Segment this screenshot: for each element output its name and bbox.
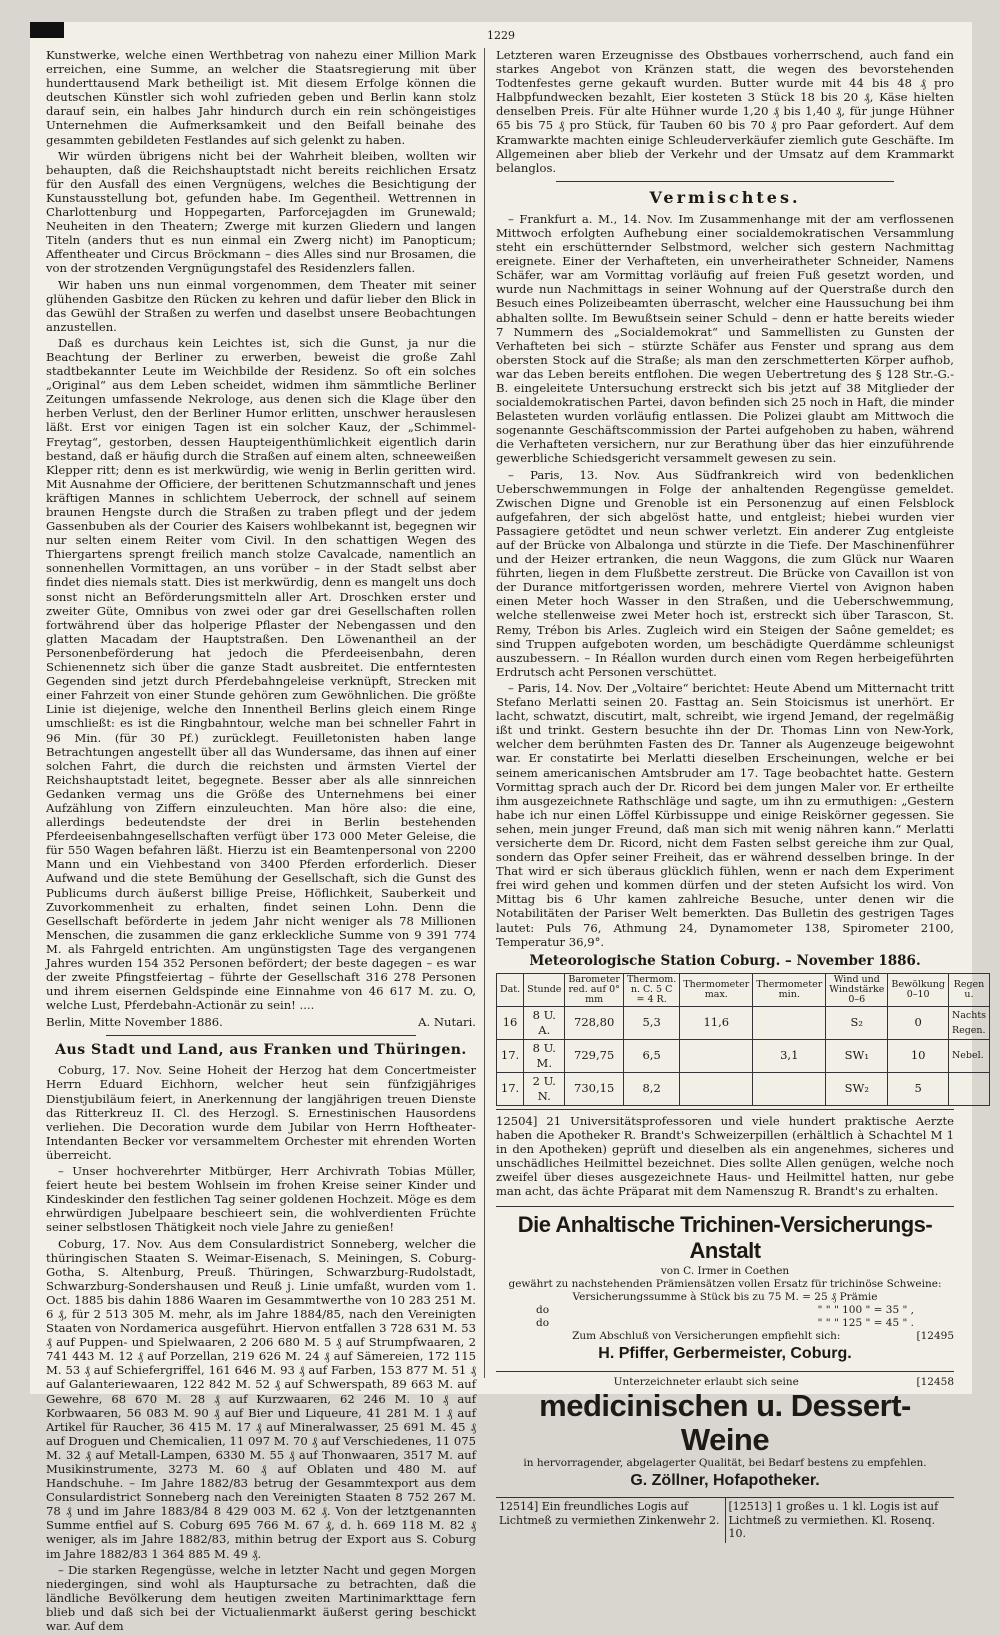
weather-header: Wind und Windstärke 0–6 [826,973,888,1006]
weather-cell: 8 U. A. [524,1006,565,1039]
weather-cell: 6,5 [623,1039,679,1072]
weather-cell: 728,80 [565,1006,624,1039]
news-paragraph: – Frankfurt a. M., 14. Nov. Im Zusammenhange mit der am verflossenen Mittwoch erfolgten Aufhebung einer socialdemokratischen Versammlung steht ein erschütternder Selbstmord, welcher sich gestern Nachmittag ereignete. Einer der Verhafteten, ein unverheiratheter Schneider, Namens Schäfer, war am Vormittag vorläufig auf freien Fuß gesetzt worden, und wurde nun Nachmittags in seiner Wohnung auf der Querstraße durch den Besuch eines Polizeibeamten überrascht, welcher eine Haussuchung bei ihm abhalten sollte. Im Bewußtsein seiner Schuld – denn er hatte bereits wieder 7 Nummern des „Socialdemokrat“ und Sammellisten zu Gunsten der Verhafteten bei sich – stürzte Schäfer aus Fenster und sprang aus dem obersten Stock auf die Straße; als man den zerschmetterten Körper aufhob, war das Leben bereits entflohen. Die wegen Uebertretung des § 128 Str.-G.-B. eingeleitete Untersuchung erstreckt sich bis jetzt auf 38 Mitglieder der socialdemokratischen Partei, davon befinden sich 25 noch in Haft, die minder Belasteten wurden vorläufig entlassen. Die Polizei glaubt am Mittwoch die sogenannte Geschäftscommission der Partei aufgehoben zu haben, während die Verhafteten versichern, nur zur Berathung über das hier einzuführende gewerbliche Schiedsgericht versammelt gewesen zu sein. [496,211,954,466]
feuilleton-paragraph: Wir würden übrigens nicht bei der Wahrheit bleiben, wollten wir behaupten, daß die Reichshauptstadt nicht bereits reichlichen Ersatz für den Ausfall des einen Vergnügens, welches die Besichtigung der Kunstausstellung bot, gefunden habe. Im Gegentheil. Wettrennen in Charlottenburg und Hoppegarten, Parforcejagden im Grunewald; Neuheiten in den Theatern; Zwerge mit kurzen Gliedern und langen Titeln (anders thut es nun einmal ein Zwerg nicht) im Panopticum; Affentheater und Circus Bröckmann – dies Alles sind nur Brosamen, die von der strotzenden Vergnügungstafel des Residenzlers fallen. [46,148,476,276]
weather-cell: 0 [888,1006,949,1039]
ad-headline: Die Anhaltische Trichinen-Versicherungs-Anstalt [517,1212,933,1264]
weather-cell: 3,1 [753,1039,826,1072]
weather-cell [753,1072,826,1105]
weather-cell: SW₁ [826,1039,888,1072]
ad-text: in hervorragender, abgelagerter Qualität, bei Bedarf bestens zu empfehlen. [523,1457,927,1470]
weather-cell: 5 [888,1072,949,1105]
weather-table [496,973,990,1106]
premium-row [496,1317,954,1330]
premium-label: do [536,1304,550,1317]
weather-cell: 730,15 [565,1072,624,1105]
weather-header-row [497,973,990,1006]
ad-advertiser: G. Zöllner, Hofapotheker. [630,1472,820,1490]
small-ad: 12514] Ein freundliches Logis auf Lichtmeß zu vermiethen Zinkenwehr 2. [499,1500,720,1527]
page-number: 1229 [487,29,515,42]
ad-reference-code: [12458 [916,1376,954,1389]
weather-cell: S₂ [826,1006,888,1039]
weather-header: Bewölkung 0–10 [888,973,949,1006]
ad-subline: von C. Irmer in Coethen [660,1265,790,1278]
weather-title: Meteorologische Station Coburg. – November 1886. [529,952,921,969]
weather-row [497,1006,990,1039]
weather-cell: 16 [497,1006,524,1039]
weather-cell [948,1072,989,1105]
weather-cell: 5,3 [623,1006,679,1039]
section-title-miscellany: Vermischtes. [649,187,801,207]
section-rule [106,1035,416,1036]
premium-value: " " " 100 " = 35 " , [817,1304,914,1317]
weather-header: Dat. [497,973,524,1006]
weather-row [497,1039,990,1072]
weather-cell: 8,2 [623,1072,679,1105]
feuilleton-signature [46,1015,476,1029]
weather-row [497,1072,990,1105]
weather-header: Stunde [524,973,565,1006]
weather-cell: 2 U. N. [524,1072,565,1105]
news-paragraph: – Die starken Regengüsse, welche in letzter Nacht und gegen Morgen niedergingen, sind wohl als Hauptursache zu betrachten, daß die ländliche Bevölkerung dem heutigen zweiten Martinimarkttage fern blieb und daß sich bei der Victualienmarkt äußerst gering beschickt war. Auf dem [46,1562,476,1634]
market-paragraph: Letzteren waren Erzeugnisse des Obstbaues vorherrschend, auch fand ein starkes Angebot von Kränzen statt, die wegen des bevorstehenden Todtenfestes gerne gekauft wurden. Butter wurde mit 44 bis 48 ₰ pro Halbpfundwecken bezahlt, Eier kosteten 3 Stück 18 bis 20 ₰, Käse hielten denselben Preis. Für alte Hühner wurde 1,20 ₰ bis 1,40 ₰, für junge Hühner 65 bis 75 ₰ pro Stück, für Tauben 60 bis 70 ₰ pro Paar gefordert. Auf dem Kramwarkte machten einige Schleuderverkäufer ziemlich gute Geschäfte. Im Allgemeinen aber blieb der Verkehr und der Umsatz auf dem Krammarkt belanglos. [496,48,954,175]
weather-cell: 11,6 [680,1006,753,1039]
weather-cell [680,1039,753,1072]
section-title-local-news: Aus Stadt und Land, aus Franken und Thüringen. [55,1042,467,1059]
ad-reference-code: [12495 [916,1330,954,1343]
ad-advertiser: H. Pfiffer, Gerbermeister, Coburg. [598,1345,852,1363]
weather-cell [753,1006,826,1039]
weather-cell: SW₂ [826,1072,888,1105]
news-paragraph: Coburg, 17. Nov. Seine Hoheit der Herzog hat dem Concertmeister Herrn Eduard Eichhorn, welcher heut sein fünfzigjähriges Dienstjubiläum feiert, in Anerkennung der langjährigen treuen Dienste das Ritterkreuz II. Cl. des Herzogl. S. Ernestinischen Hausordens verliehen. Die Decoration wurde dem Jubilar von Herrn Hoftheater-Intendanten Becker vor versammeltem Orchester mit ehrenden Worten überreicht. [46,1063,476,1162]
ad-dessert-wines [496,1371,954,1495]
ad-footer-text: Zum Abschluß von Versicherungen empfiehlt sich: [572,1330,841,1343]
weather-cell: 17. [497,1039,524,1072]
weather-cell [680,1072,753,1105]
section-rule [556,181,894,182]
ad-text [496,1330,954,1343]
weather-header: Thermometer max. [680,973,753,1006]
ad-trichinen-insurance [496,1206,954,1368]
feuilleton-paragraph: Kunstwerke, welche einen Werthbetrag von nahezu einer Million Mark erreichen, eine Summe, an welcher die Staatsregierung mit über hunderttausend Mark betheiligt ist. Mit diesem Erfolge können die deutschen Künstler sich wohl zufrieden geben und Berlin kann stolz darauf sein, ein halbes Jahr hindurch durch ein rein schöngeistiges Unternehmen die Aufmerksamkeit und den Beifall beinahe des gesammten gebildeten Festlandes auf sich gelenkt zu haben. [46,48,476,147]
column-divider [484,48,485,1378]
premium-value: " " " 125 " = 45 " . [817,1317,914,1330]
weather-header: Thermometer min. [753,973,826,1006]
weather-header: Regen u. [948,973,989,1006]
ad-schweizerpillen [496,1109,954,1204]
news-paragraph: – Paris, 14. Nov. Der „Voltaire“ berichtet: Heute Abend um Mitternacht tritt Stefano Merlatti seinen 20. Fasttag an. Sein Stoicismus ist unerhört. Er lacht, schwatzt, discutirt, malt, schreibt, wie irgend Jemand, der regelmäßig ißt und trinkt. Gestern besuchte ihn der Dr. Thomas Linn von New-York, welcher dem berühmten Fasten des Dr. Tanner als Augenzeuge beigewohnt war. Er constatirte bei Merlatti dieselben Erscheinungen, welche er bei seinem americanischen Amtsbruder am 17. Tage beobachtet hatte. Gestern Vormittag sprach auch der Dr. Ricord bei dem jungen Maler vor. Er ertheilte ihm ausgezeichnete Rathschläge und sagte, um ihn zu ermuthigen: „Gestern habe ich nur einen Löffel Kürbissuppe und einige Reiskörner gegessen. Sie sehen, mein junger Freund, daß man sich mit wenig nähren kann.“ Merlatti versicherte dem Dr. Ricord, nicht dem Fasten selbst gereiche ihm zur Qual, sondern das Opfer seiner Freiheit, das er während desselben bringe. In der That wird er sich überaus glücklich fühlen, wenn er nach dem Experiment frei wird gehen und kommen dürfen und der steten Aufsicht los wird. Von Mittag bis 6 Uhr kamen zahlreiche Besuche, unter denen wir die Notabilitäten der Pariser Welt bemerkten. Das Bulletin des gestrigen Tages lautet: Puls 76, Athmung 24, Dynamometer 138, Spirometer 2100, Temperatur 36,9°. [496,680,954,949]
weather-header: Thermom. n. C. 5 C = 4 R. [623,973,679,1006]
ad-text: gewährt zu nachstehenden Prämiensätzen vollen Ersatz für trichinöse Schweine: Versicherungssumme à Stück bis zu 75 M. = 25 ₰ Prämie [508,1278,942,1304]
small-ads-row [496,1497,954,1543]
ad-intro: Unterzeichneter erlaubt sich seine [613,1376,799,1389]
weather-cell: 10 [888,1039,949,1072]
ad-headline: medicinischen u. Dessert-Weine [539,1388,911,1458]
weather-cell: 17. [497,1072,524,1105]
weather-cell: 8 U. M. [524,1039,565,1072]
news-paragraph: – Unser hochverehrter Mitbürger, Herr Archivrath Tobias Müller, feiert heute bei bestem Wohlsein im frohen Kreise seiner Kinder und Kindeskinder den festlichen Tag seiner goldenen Hochzeit. Möge es dem ehrwürdigen Jubelpaare beschieert sein, die wohlverdienten Früchte seiner selbstlosen Thätigkeit noch viele Jahre zu genießen! [46,1164,476,1235]
feuilleton-paragraph: Daß es durchaus kein Leichtes ist, sich die Gunst, ja nur die Beachtung der Berliner zu erwerben, beweist die große Zahl stadtbekannter Leute im Weichbilde der Residenz. So oft ein solches „Original“ aus dem Leben scheidet, widmen ihm sämmtliche Berliner Zeitungen umfassende Nekrologe, aus denen sich die Klage über den herben Verlust, den der Berliner Humor erlitten, unschwer herauslesen läßt. Erst vor einigen Tagen ist ein solcher Kauz, der „Schimmel-Freytag“, gestorben, dessen Haupteigenthümlichkeit eigentlich darin bestand, daß er häufig durch die Straßen auf einem alten, schneeweißen Klepper ritt; denn es ist merkwürdig, wie wenig in Berlin geritten wird. Mit Ausnahme der Officiere, der berittenen Schutzmannschaft und jenes kräftigen Mannes in schlichtem Ueberrock, der schnell auf seinem braunen Hengste durch die Straßen zu traben pflegt und der jedem Gassenbuben als der Courier des Kaisers wohlbekannt ist, begegnen wir nur selten einem Reiter vom Civil. In den schattigen Wegen des Thiergartens sprengt freilich manch stolze Cavalcade, namentlich an sonnenhellen Vormittagen, an uns vorüber – in der Stadt selbst aber findet dies niemals statt. Dies ist merkwürdig, denn es mangelt uns doch sonst nicht an Beförderungsmitteln aller Art. Droschken erster und zweiter Güte, Omnibus von zwei oder gar drei Gesellschaften rollen fortwährend über das holperige Pflaster der Nebengassen und den glatten Macadam der Hauptstraßen. Den Löwenantheil an der Personenbeförderung hat jedoch die Pferdeeisenbahn, deren Schienennetz sich über die ganze Stadt ausbreitet. Die entferntesten Gegenden sind jetzt durch Pferdebahngeleise verknüpft, Strecken mit einer Fahrzeit von einer Stunde gehören zum Gewöhnlichen. Die größte Linie ist diejenige, welche den Innentheil Berlins gleich einem Ringe umschließt: es ist die Ringbahntour, welche man bei schneller Fahrt in 96 Min. (für 30 Pf.) zurücklegt. Feuilletonisten haben lange Betrachtungen angestellt über all das Wundersame, das ihnen auf einer solchen Fahrt, die durch die reichsten und ärmsten Viertel der Reichshauptstadt leitet, begegnete. Besser aber als alle sinnreichen Gedanken vermag uns die Größe des Unternehmens bei einer Aufzählung von Ziffern einzuleuchten. Man höre also: die eine, allerdings bedeutendste der drei in Berlin bestehenden Pferdeeisenbahngesellschaften verfügt über 173 000 Meter Geleise, die für 550 Wagen befahren läßt. Hierzu ist ein Beamtenpersonal von 2200 Mann und ein Viehbestand von 3400 Pferden erforderlich. Dieser Aufwand und die stete Bemühung der Gesellschaft, sich die Gunst des Publicums durch äußerst billige Preise, Höflichkeit, Sauberkeit und Zuvorkommenheit zu erhalten, findet seinen Lohn. Denn die Gesellschaft beförderte in jedem Jahr nicht weniger als 78 Millionen Menschen, die zusammen die ganz erkleckliche Summe von 9 391 774 M. als Fahrgeld entrichten. Am ungünstigsten Tage des vergangenen Jahres wurden 154 352 Personen befördert; der beste dagegen – es war der zweite Pfingstfeiertag – führte der Gesellschaft 316 278 Personen und ihrem eisernen Geldspinde eine Einnahme von 46 617 M. zu. O, welche Lust, Pferdebahn-Actionär zu sein! .... [46,335,476,1013]
news-paragraph: – Paris, 13. Nov. Aus Südfrankreich wird von bedenklichen Ueberschwemmungen in Folge der anhaltenden Regengüsse gemeldet. Zwischen Digne und Grenoble ist ein Personenzug auf einen Felsblock aufgefahren, der sich abgelöst hatte, und entgleist; hiebei wurden vier Passagiere getödtet und neun schwer verletzt. Ein anderer Zug entgleiste auf der Brücke von Albalonga und stürzte in die Tiefe. Der Maschinenführer und der Heizer ertranken, die neun Waggons, die zum Glück nur Waaren führten, liegen in dem Flußbette zerstreut. Die Brücke von Cavaillon ist von der Durance mitfortgerissen worden, mehrere Viertel von Avignon haben einen Meter hoch Wasser in den Straßen, und die Ueberschwemmung, welche stellenweise zwei Meter hoch ist, erstreckt sich über Tarascon, St. Remy, Trébon bis Arles. Zugleich wird ein Steigen der Saône gemeldet; es sind Truppen aufgeboten worden, um beschädigte Querdämme schleunigst auszubessern. – In Réallon wurden durch einen vom Regen herbeigeführten Erdrutsch acht Personen verschüttet. [496,467,954,679]
feuilleton-paragraph: Wir haben uns nun einmal vorgenommen, dem Theater mit seiner glühenden Gasbitze den Rücken zu kehren und dafür lieber den Blick in das Gewühl der Straßen zu werfen und daselbst unsere Beobachtungen anzustellen. [46,277,476,334]
left-column [46,48,476,1635]
news-paragraph: Coburg, 17. Nov. Aus dem Consulardistrict Sonneberg, welcher die thüringischen Staaten S. Weimar-Eisenach, S. Meiningen, S. Coburg-Gotha, S. Altenburg, Preuß. Thüringen, Schwarzburg-Rudolstadt, Schwarzburg-Sondershausen und Reuß j. Linie umfaßt, wurden vom 1. Oct. 1885 bis dahin 1886 Waaren im Gesammtwerthe von 10 283 251 M. 6 ₰, für 2 513 305 M. mehr, als im Jahre 1884/85, nach den Vereinigten Staaten von Nordamerica ausgeführt. Hiervon entfallen 3 728 631 M. 53 ₰ auf Puppen- und Spielwaaren, 2 206 680 M. 5 ₰ auf Strumpfwaaren, 2 741 443 M. 12 ₰ auf Porzellan, 219 626 M. 24 ₰ auf Sämereien, 172 115 M. 53 ₰ auf Schiefergriffel, 161 646 M. 93 ₰ auf Farben, 153 877 M. 51 ₰ auf Galanteriewaaren, 122 842 M. 52 ₰ auf Schwerspath, 89 663 M. auf Gewehre, 68 670 M. 28 ₰ auf Kurzwaaren, 62 246 M. 10 ₰ auf Korbwaaren, 56 083 M. 90 ₰ auf Bier und Liqueure, 41 281 M. 1 ₰ auf Artikel für Raucher, 36 415 M. 17 ₰ auf Mineralwasser, 25 691 M. 45 ₰ auf Droguen und Chemicalien, 11 097 M. 70 ₰ auf Verschiedenes, 11 075 M. 32 ₰ auf Metall-Lampen, 6330 M. 55 ₰ auf Thonwaaren, 3517 M. auf Musikinstrumente, 3273 M. 60 ₰ auf Oblaten und 480 M. auf Handschuhe. – Im Jahre 1882/83 betrug der Gesammtexport aus dem Consulardistrict Sonneberg nach den Vereinigten Staaten 8 752 267 M. 78 ₰ und im Jahre 1883/84 8 429 003 M. 62 ₰. Von der letztgenannten Summe entfiel auf S. Coburg 695 766 M. 67 ₰, d. h. 669 118 M. 82 ₰ weniger, als im Jahre 1882/83, mithin betrug der Export aus S. Coburg im Jahre 1882/83 1 364 885 M. 49 ₰. [46,1236,476,1561]
weather-cell: 729,75 [565,1039,624,1072]
ad-text: 12504] 21 Universitätsprofessoren und viele hundert praktische Aerzte haben die Apotheker R. Brandt's Schweizerpillen (erhältlich à Schachtel M 1 in den Apotheken) geprüft und dieselben als ein angenehmes, sicheres und unschädliches Heilmittel bezeichnet. Dies sollte Allen genügen, welche noch zweifel über dieses ausgezeichnete Haus- und Heilmittel hatten, nur gebe man acht, das ächte Präparat mit dem Namenszug R. Brandt's zu erhalten. [496,1113,954,1199]
right-column [496,48,987,1543]
premium-row [496,1304,954,1317]
weather-header: Barometer red. auf 0° mm [565,973,624,1006]
newspaper-page [30,22,987,1634]
signature-place: Berlin, Mitte November 1886. [46,1015,223,1030]
weather-cell: Nachts Regen. [948,1006,989,1039]
signature-name: A. Nutari. [418,1015,476,1030]
weather-cell: Nebel. [948,1039,989,1072]
small-ad: [12513] 1 großes u. 1 kl. Logis ist auf Lichtmeß zu vermiethen. Kl. Rosenq. 10. [725,1498,955,1543]
premium-label: do [536,1317,550,1330]
